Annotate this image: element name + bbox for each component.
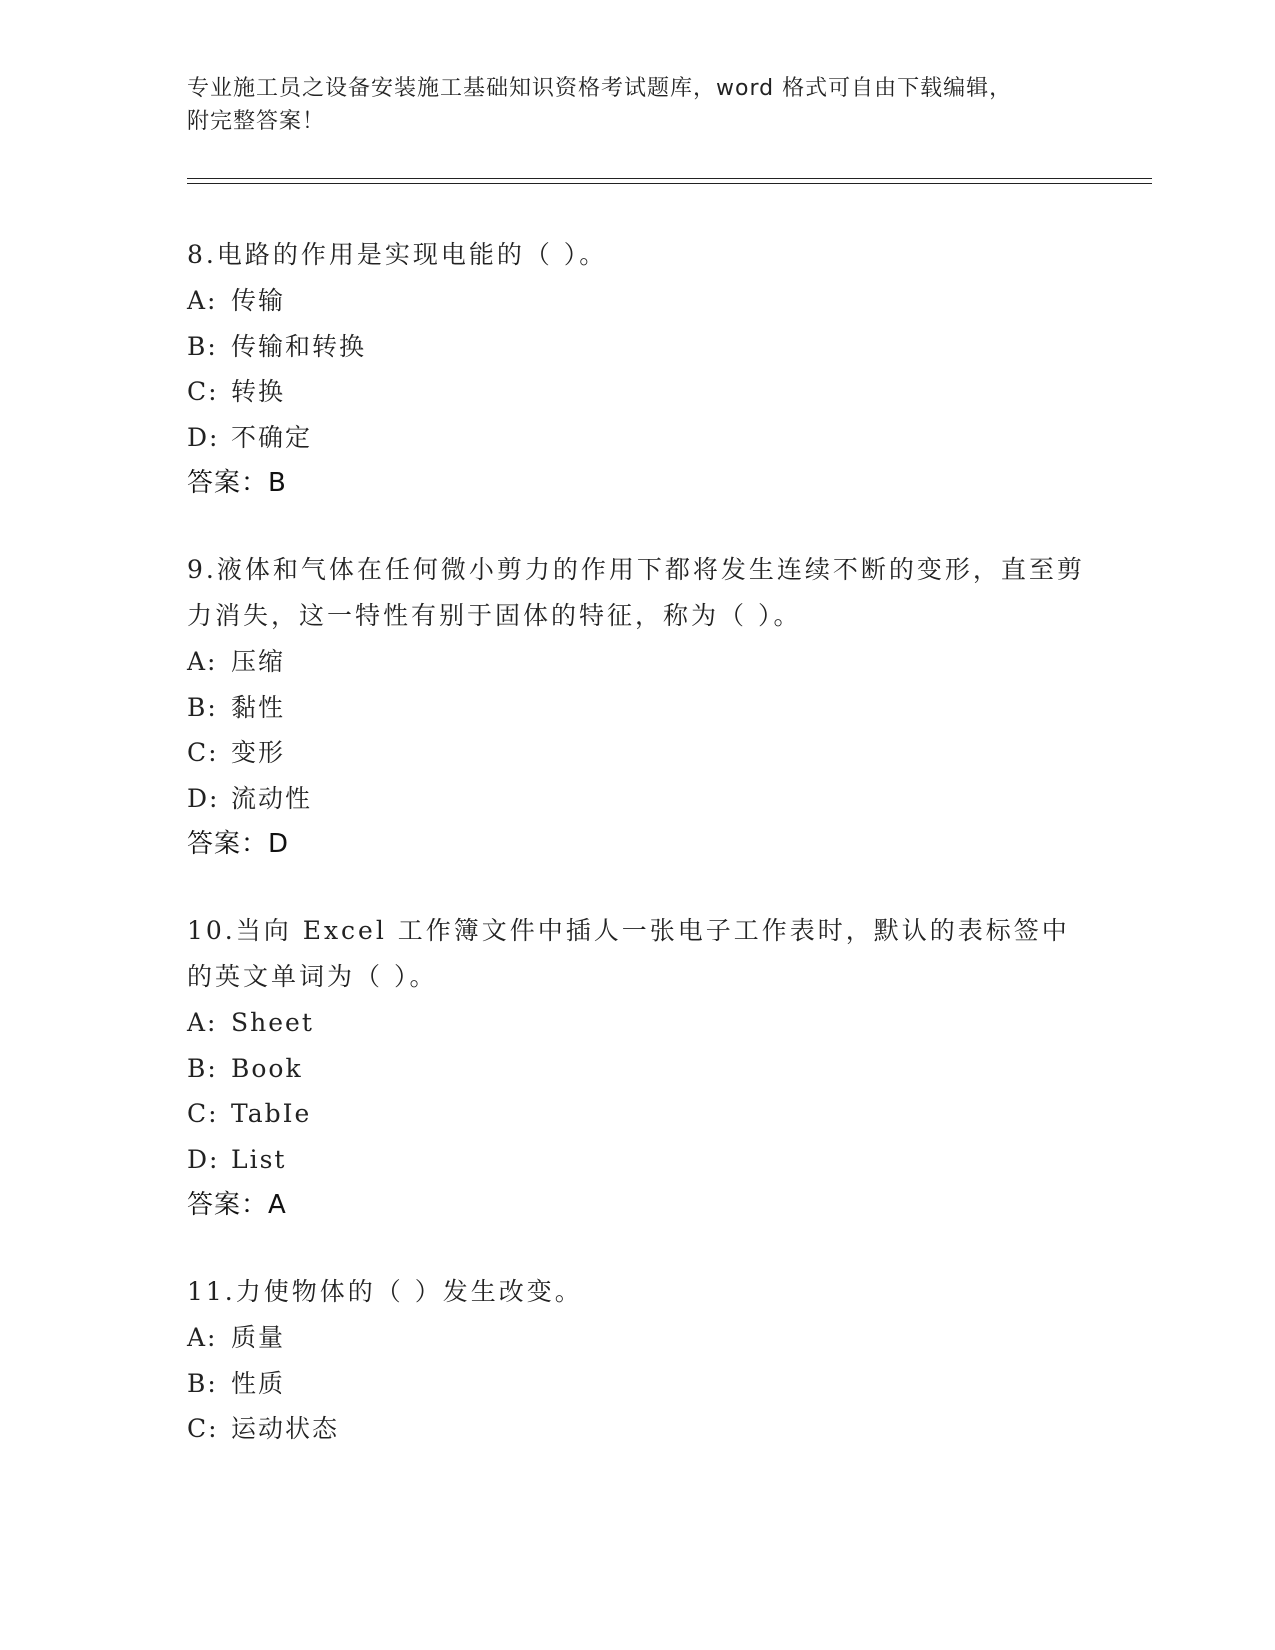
option-text: 压缩 <box>231 647 286 676</box>
header-divider-bottom <box>187 183 1152 184</box>
option-letter: A: <box>187 647 218 676</box>
option-a <box>187 639 1087 685</box>
question-stem: 10.当向 Excel 工作簿文件中插人一张电子工作表时，默认的表标签中的英文单词为（ ）。 <box>187 916 1070 991</box>
answer-line: 答案：B <box>187 468 287 498</box>
answer-line: 答案：D <box>187 829 290 859</box>
header-line-1: 专业施工员之设备安装施工基础知识资格考试题库，word 格式可自由下载编辑， <box>187 76 1013 101</box>
option-d <box>187 415 1087 461</box>
option-a <box>187 1315 1087 1361</box>
option-letter: B: <box>187 692 218 722</box>
option-text: 不确定 <box>231 422 313 452</box>
question-list <box>187 232 1087 1493</box>
option-c <box>187 1091 1087 1137</box>
option-c <box>187 369 1087 415</box>
question-stem: 9.液体和气体在任何微小剪力的作用下都将发生连续不断的变形，直至剪力消失，这一特性有别于固体的特征，称为（ ）。 <box>187 555 1085 630</box>
option-letter: C: <box>187 1414 219 1443</box>
answer-line: 答案：A <box>187 1190 287 1220</box>
option-letter: D: <box>187 422 220 452</box>
option-a <box>187 278 1087 324</box>
option-b <box>187 324 1087 370</box>
option-text: 传输 <box>231 286 286 315</box>
option-letter: C: <box>187 738 219 767</box>
option-letter: B: <box>187 1368 218 1398</box>
option-letter: B: <box>187 1053 218 1083</box>
option-text: List <box>231 1144 287 1174</box>
option-text: 变形 <box>231 738 286 767</box>
question-item <box>187 547 1087 867</box>
option-letter: C: <box>187 377 219 406</box>
option-c <box>187 730 1087 776</box>
option-text: Sheet <box>231 1008 314 1037</box>
header-line-2: 附完整答案！ <box>187 109 326 134</box>
question-stem: 11.力使物体的（ ）发生改变。 <box>187 1277 583 1306</box>
option-b <box>187 685 1087 731</box>
option-text: 黏性 <box>231 692 286 722</box>
document-header <box>187 72 1067 138</box>
option-text: 流动性 <box>231 783 313 813</box>
option-text: 质量 <box>231 1323 286 1352</box>
option-a <box>187 1000 1087 1046</box>
option-text: 性质 <box>231 1368 286 1398</box>
option-letter: D: <box>187 783 220 813</box>
option-text: 转换 <box>231 377 286 406</box>
option-d <box>187 776 1087 822</box>
question-item <box>187 1269 1087 1452</box>
header-divider-top <box>187 178 1152 179</box>
option-letter: B: <box>187 331 218 361</box>
option-c <box>187 1406 1087 1452</box>
option-text: TabIe <box>231 1099 312 1128</box>
option-text: 运动状态 <box>231 1414 340 1443</box>
option-letter: A: <box>187 1008 218 1037</box>
option-b <box>187 1361 1087 1407</box>
option-letter: C: <box>187 1099 219 1128</box>
option-text: 传输和转换 <box>231 331 367 361</box>
question-item <box>187 908 1087 1228</box>
option-letter: D: <box>187 1144 220 1174</box>
option-letter: A: <box>187 286 218 315</box>
question-item <box>187 232 1087 506</box>
option-d <box>187 1137 1087 1183</box>
option-b <box>187 1046 1087 1092</box>
option-letter: A: <box>187 1323 218 1352</box>
option-text: Book <box>231 1053 303 1083</box>
question-stem: 8.电路的作用是实现电能的（ ）。 <box>187 240 608 269</box>
